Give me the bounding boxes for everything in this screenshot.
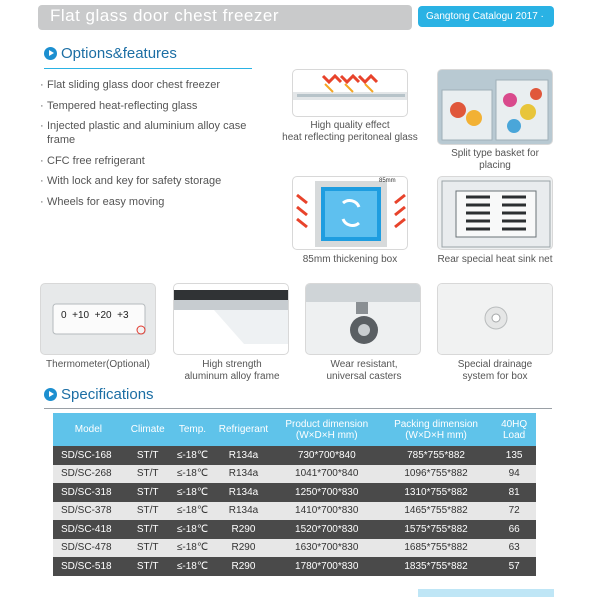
options-heading xyxy=(44,45,177,62)
table-row xyxy=(53,539,536,558)
cell-load: 66 xyxy=(492,520,536,539)
drainage-caption-line1: Special drainage xyxy=(457,359,533,370)
thickening-diagram-icon xyxy=(293,177,408,250)
specifications-heading xyxy=(44,386,154,403)
column-header-product-dimension: Product dimension (W×D×H mm) xyxy=(274,413,380,446)
cell-model: SD/SC-318 xyxy=(53,483,124,502)
heat-glass-caption-line1: High quality effect xyxy=(310,120,390,131)
play-circle-icon xyxy=(44,388,57,401)
cell-product-dimension: 1041*700*840 xyxy=(274,465,380,484)
cell-model: SD/SC-518 xyxy=(53,557,124,576)
thermometer-scale: 0 +10 +20 +3 xyxy=(61,310,129,321)
cell-model: SD/SC-168 xyxy=(53,446,124,465)
table-header-row xyxy=(53,413,536,446)
thickening-size-label: 85mm xyxy=(379,178,396,184)
frame-caption-line1: High strength xyxy=(202,359,262,370)
cell-temp: ≤-18℃ xyxy=(172,520,214,539)
heat-sink-grille-icon xyxy=(438,177,553,250)
basket-photo-icon xyxy=(438,70,553,145)
feature-item: · Injected plastic and aluminium alloy case frame xyxy=(40,119,270,147)
cell-climate: ST/T xyxy=(124,465,172,484)
thermometer-image xyxy=(40,283,156,355)
casters-caption-line2: universal casters xyxy=(326,371,402,382)
page-title: Flat glass door chest freezer xyxy=(50,6,279,25)
cell-load: 81 xyxy=(492,483,536,502)
cell-climate: ST/T xyxy=(124,483,172,502)
footer-bar xyxy=(418,589,554,597)
cell-model: SD/SC-478 xyxy=(53,539,124,558)
cell-product-dimension: 1780*700*830 xyxy=(274,557,380,576)
column-header-load: 40HQ Load xyxy=(492,413,536,446)
feature-item: · Flat sliding glass door chest freezer xyxy=(40,78,270,92)
heat-glass-image xyxy=(292,69,408,117)
thickening-image xyxy=(292,176,408,250)
drainage-image xyxy=(437,283,553,355)
options-divider xyxy=(44,68,252,69)
basket-caption-line2: placing xyxy=(479,160,511,171)
thickening-caption: 85mm thickening box xyxy=(302,254,398,265)
cell-packing-dimension: 1685*755*882 xyxy=(380,539,492,558)
column-header-climate: Climate xyxy=(124,413,172,446)
feature-item: · CFC free refrigerant xyxy=(40,154,270,168)
cell-temp: ≤-18℃ xyxy=(172,502,214,521)
cell-temp: ≤-18℃ xyxy=(172,557,214,576)
cell-packing-dimension: 785*755*882 xyxy=(380,446,492,465)
drain-plug-icon xyxy=(438,284,553,355)
table-row xyxy=(53,446,536,465)
heat-arrows-icon xyxy=(293,70,408,117)
cell-load: 135 xyxy=(492,446,536,465)
cell-packing-dimension: 1465*755*882 xyxy=(380,502,492,521)
table-row xyxy=(53,465,536,484)
table-row xyxy=(53,483,536,502)
cell-climate: ST/T xyxy=(124,446,172,465)
casters-image xyxy=(305,283,421,355)
cell-load: 57 xyxy=(492,557,536,576)
cell-load: 72 xyxy=(492,502,536,521)
cell-packing-dimension: 1310*755*882 xyxy=(380,483,492,502)
basket-image xyxy=(437,69,553,145)
cell-product-dimension: 1410*700*830 xyxy=(274,502,380,521)
table-row xyxy=(53,520,536,539)
cell-climate: ST/T xyxy=(124,539,172,558)
thermometer-caption: Thermometer(Optional) xyxy=(46,359,150,370)
cell-product-dimension: 1250*700*830 xyxy=(274,483,380,502)
table-row xyxy=(53,502,536,521)
specifications-divider xyxy=(44,408,552,409)
specifications-heading-label: Specifications xyxy=(61,386,154,403)
heat-glass-caption-line2: heat reflecting peritoneal glass xyxy=(282,132,418,143)
cell-temp: ≤-18℃ xyxy=(172,465,214,484)
heat-sink-image xyxy=(437,176,553,250)
cell-packing-dimension: 1835*755*882 xyxy=(380,557,492,576)
cell-temp: ≤-18℃ xyxy=(172,539,214,558)
column-header-model: Model xyxy=(53,413,124,446)
feature-item: · Tempered heat-reflecting glass xyxy=(40,99,270,113)
cell-load: 94 xyxy=(492,465,536,484)
cell-temp: ≤-18℃ xyxy=(172,483,214,502)
cell-model: SD/SC-378 xyxy=(53,502,124,521)
cell-model: SD/SC-418 xyxy=(53,520,124,539)
specifications-table xyxy=(53,413,536,576)
catalog-badge: Gangtong Catalogu 2017 · xyxy=(418,6,554,27)
frame-profile-icon xyxy=(174,284,289,355)
frame-caption-line2: aluminum alloy frame xyxy=(184,371,280,382)
cell-product-dimension: 1520*700*830 xyxy=(274,520,380,539)
cell-packing-dimension: 1575*755*882 xyxy=(380,520,492,539)
frame-image xyxy=(173,283,289,355)
feature-item: · Wheels for easy moving xyxy=(40,195,270,209)
column-header-temp: Temp. xyxy=(172,413,214,446)
cell-refrigerant: R134a xyxy=(213,446,273,465)
feature-item: · With lock and key for safety storage xyxy=(40,174,270,188)
cell-refrigerant: R134a xyxy=(213,483,273,502)
caster-wheel-icon xyxy=(306,284,421,355)
cell-refrigerant: R290 xyxy=(213,539,273,558)
column-header-refrigerant: Refrigerant xyxy=(213,413,273,446)
cell-refrigerant: R134a xyxy=(213,502,273,521)
table-row xyxy=(53,557,536,576)
heat-sink-caption: Rear special heat sink net xyxy=(437,254,553,265)
casters-caption-line1: Wear resistant, xyxy=(330,359,398,370)
features-list xyxy=(40,78,270,215)
cell-climate: ST/T xyxy=(124,557,172,576)
cell-temp: ≤-18℃ xyxy=(172,446,214,465)
cell-refrigerant: R290 xyxy=(213,520,273,539)
play-circle-icon xyxy=(44,47,57,60)
cell-model: SD/SC-268 xyxy=(53,465,124,484)
drainage-caption-line2: system for box xyxy=(462,371,528,382)
cell-load: 63 xyxy=(492,539,536,558)
cell-packing-dimension: 1096*755*882 xyxy=(380,465,492,484)
cell-climate: ST/T xyxy=(124,520,172,539)
cell-refrigerant: R290 xyxy=(213,557,273,576)
column-header-packing-dimension: Packing dimension (W×D×H mm) xyxy=(380,413,492,446)
options-heading-label: Options&features xyxy=(61,45,177,62)
cell-refrigerant: R134a xyxy=(213,465,273,484)
cell-product-dimension: 730*700*840 xyxy=(274,446,380,465)
cell-climate: ST/T xyxy=(124,502,172,521)
cell-product-dimension: 1630*700*830 xyxy=(274,539,380,558)
basket-caption-line1: Split type basket for xyxy=(451,148,539,159)
